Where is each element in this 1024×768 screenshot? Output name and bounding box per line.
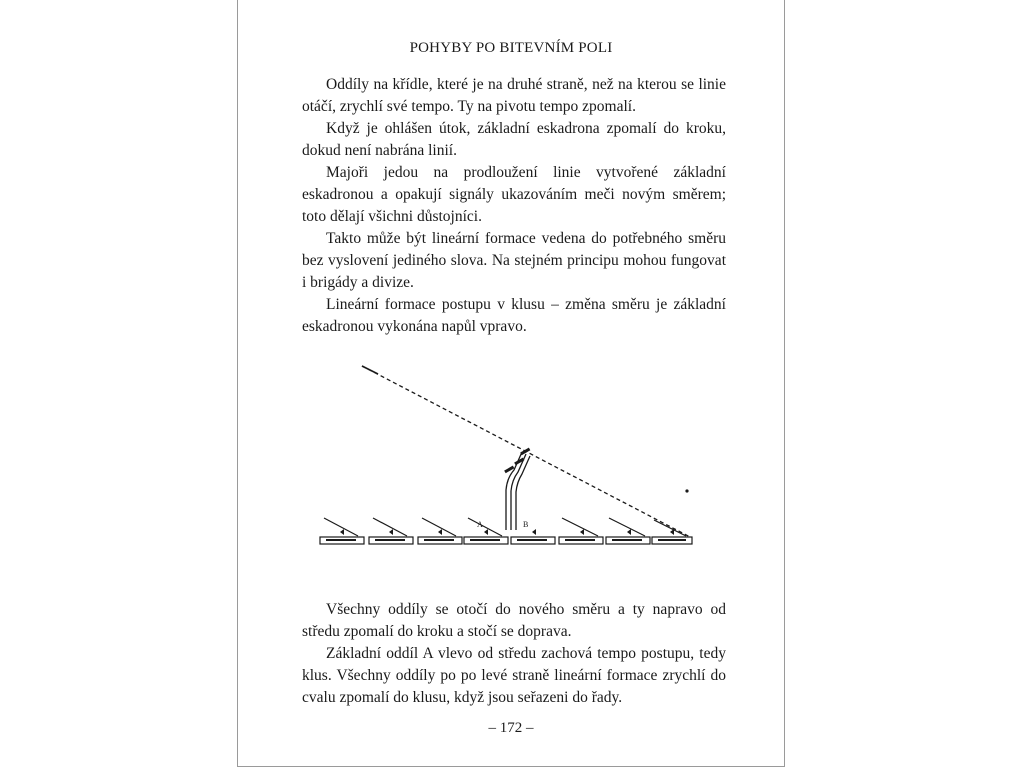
running-head: POHYBY PO BITEVNÍM POLI	[409, 40, 613, 56]
paragraph: Lineární formace postupu v klusu – změna směru je základní eskadronou vykonána napůl vpravo.	[302, 296, 726, 335]
paragraph: Takto může být lineární formace vedena do potřebného směru bez vyslovení jediného slova. Na stejném principu mohou fungovat i brigády a divize.	[302, 230, 726, 291]
text-block-top	[302, 74, 726, 338]
column-marks	[504, 448, 530, 474]
label-b: B	[523, 520, 529, 529]
page-number: – 172 –	[488, 720, 534, 736]
formation-diagram	[318, 360, 698, 560]
marker-dot	[685, 489, 688, 492]
paragraph: Základní oddíl A vlevo od středu zachová tempo postupu, tedy klus. Všechny oddíly po po levé straně lineární formace zrychlí do cvalu zpomalí do klusu, když jsou seřazeni do řady.	[302, 645, 726, 706]
book-page	[237, 0, 785, 767]
paragraph: Majoři jedou na prodloužení linie vytvořené základní eskadronou a opakují signály ukazováním meči novým směrem; toto dělají všichni důstojníci.	[302, 164, 726, 225]
formation-diagram-svg	[318, 360, 698, 560]
wheel-flags	[340, 529, 674, 535]
text-block-bottom	[302, 599, 726, 709]
wheel-arrows	[324, 518, 686, 536]
paragraph: Všechny oddíly se otočí do nového směru a ty napravo od středu zpomalí do kroku a stočí se doprava.	[302, 601, 726, 640]
label-a: A	[477, 520, 483, 529]
paragraph: Oddíly na křídle, které je na druhé straně, než na kterou se linie otáčí, zrychlí své tempo. Ty na pivotu tempo zpomalí.	[302, 76, 726, 115]
paragraph: Když je ohlášen útok, základní eskadrona zpomalí do kroku, dokud není nabrána linií.	[302, 120, 726, 159]
